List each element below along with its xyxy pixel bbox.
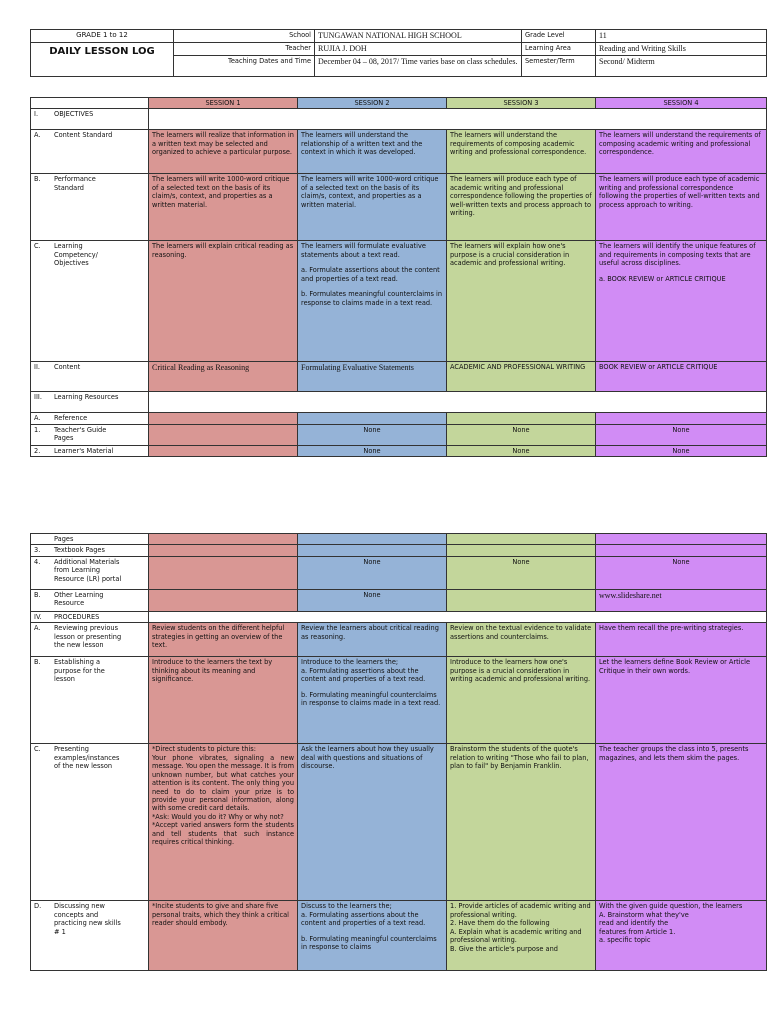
row-label: Learning Competency/ Objectives (54, 242, 98, 268)
performance-standard-s3: The learners will produce each type of academic writing and professional correspondence following the properties of well-written texts and process approach to writing. (447, 174, 596, 241)
session-1-header: SESSION 1 (149, 98, 298, 109)
row-label: PROCEDURES (54, 612, 100, 621)
reviewing-s4: Have them recall the pre-writing strategies. (596, 623, 767, 657)
presenting-label (31, 744, 149, 901)
reference-row (31, 413, 767, 424)
blank-cell (149, 109, 767, 130)
purpose-s2 (298, 657, 447, 744)
blank-cell (31, 98, 149, 109)
pages-s1 (149, 534, 298, 545)
content-label (31, 362, 149, 392)
resources-row (31, 392, 767, 413)
discussing-s4 (596, 901, 767, 971)
row-number: 4. (34, 557, 41, 566)
competency-s3: The learners will explain how one's purpose is a crucial consideration in academic and professional writing. (447, 241, 596, 362)
discussing-label (31, 901, 149, 971)
additional-s4: None (596, 556, 767, 589)
discussing-row (31, 901, 767, 971)
competency-row (31, 241, 767, 362)
row-number: 2. (34, 446, 41, 455)
row-label: Reference (54, 414, 88, 423)
presenting-s1 (149, 744, 298, 901)
content-standard-s4: The learners will understand the requirements of composing academic writing and professional correspondence. (596, 130, 767, 174)
reviewing-s3: Review on the textual evidence to validate assertions and counterclaims. (447, 623, 596, 657)
reference-s4 (596, 413, 767, 424)
content-standard-row (31, 130, 767, 174)
pages-label (31, 534, 149, 545)
reviewing-s1: Review students on the different helpful strategies in getting an overview of the text. (149, 623, 298, 657)
row-number: A. (34, 414, 41, 423)
other-s1 (149, 589, 298, 611)
session-2-header: SESSION 2 (298, 98, 447, 109)
other-s2: None (298, 589, 447, 611)
row-number: C. (34, 242, 41, 251)
competency-s4-intro: The learners will identify the unique features of and requirements in composing texts that are useful across disciplines. (599, 242, 756, 268)
procedures-label (31, 611, 149, 622)
content-standard-s1: The learners will realize that information in a written text may be selected and organized to achieve a particular purpose. (149, 130, 298, 174)
row-number: B. (34, 175, 41, 184)
reviewing-s2: Review the learners about critical reading as reasoning. (298, 623, 447, 657)
row-label: Reviewing previous lesson or presenting the new lesson (54, 624, 122, 650)
presenting-s4: The teacher groups the class into 5, presents magazines, and lets them skim the pages. (596, 744, 767, 901)
procedures-row (31, 611, 767, 622)
textbook-label (31, 545, 149, 556)
blank-cell (149, 611, 767, 622)
content-row (31, 362, 767, 392)
content-s1: Critical Reading as Reasoning (149, 362, 298, 392)
lesson-table-part-1 (30, 97, 767, 457)
competency-s2-item-a: a. Formulate assertions about the content and properties of a text read. (301, 266, 440, 283)
lesson-table-part-2 (30, 533, 767, 971)
content-s4: BOOK REVIEW or ARTICLE CRITIQUE (596, 362, 767, 392)
row-number: B. (34, 590, 41, 599)
row-number: A. (34, 131, 41, 140)
content-s2: Formulating Evaluative Statements (298, 362, 447, 392)
learners-material-s4: None (596, 445, 767, 456)
row-label: Performance Standard (54, 175, 96, 192)
performance-standard-row (31, 174, 767, 241)
purpose-s2-intro: Introduce to the learners the; a. Formulating assertions about the content and properties of a text read. (301, 658, 426, 684)
competency-s2 (298, 241, 447, 362)
purpose-row (31, 657, 767, 744)
row-label: Pages (54, 535, 74, 543)
grade-level-value: 11 (596, 30, 767, 43)
performance-standard-s2: The learners will write 1000-word critique of a selected text on the basis of its claim/s, context, and properties as a written material. (298, 174, 447, 241)
row-number: A. (34, 624, 41, 633)
learning-area-value: Reading and Writing Skills (596, 43, 767, 56)
other-s3 (447, 589, 596, 611)
additional-s3: None (447, 556, 596, 589)
blank-cell (149, 392, 767, 413)
discussing-s2-item-b: b. Formulating meaningful counterclaims in response to claims (301, 934, 437, 952)
reviewing-label (31, 623, 149, 657)
purpose-s2-item-b: b. Formulating meaningful counterclaims in response to claims made in a text read. (301, 690, 441, 708)
competency-s2-item-b: b. Formulates meaningful counterclaims in response to claims made in a text read. (301, 290, 443, 307)
teachers-guide-s1 (149, 424, 298, 445)
additional-s1 (149, 556, 298, 589)
learners-material-label (31, 445, 149, 456)
presenting-s2: Ask the learners about how they usually deal with questions and situations of discourse. (298, 744, 447, 901)
row-number: IV. (34, 612, 42, 621)
session-header-row (31, 98, 767, 109)
reference-s2 (298, 413, 447, 424)
competency-label (31, 241, 149, 362)
performance-standard-label (31, 174, 149, 241)
learning-area-label: Learning Area (522, 43, 596, 56)
presenting-s1-text: *Direct students to picture this: Your phone vibrates, signaling a new message. You open the message. It is from unknown number, but what catches your attention is its content. The only thing you need to do to claim your prize is to provide your personal information, along with some credit card details. *Ask: Would you do it? Why or why not? *Accept varied answers form the students and tell students that such instance requires critical thinking. (152, 745, 294, 847)
log-title: DAILY LESSON LOG (31, 43, 174, 77)
row-label: Content (54, 363, 81, 372)
row-number: III. (34, 393, 42, 402)
teachers-guide-row (31, 424, 767, 445)
semester-label: Semester/Term (522, 56, 596, 77)
session-4-header: SESSION 4 (596, 98, 767, 109)
performance-standard-s1: The learners will write 1000-word critique of a selected text on the basis of its claim/s, context, and properties as a written material. (149, 174, 298, 241)
textbook-s3 (447, 545, 596, 556)
competency-s2-intro: The learners will formulate evaluative statements about a text read. (301, 242, 426, 259)
pages-s3 (447, 534, 596, 545)
teacher-value: RUJIA J. DOH (315, 43, 522, 56)
row-label: Presenting examples/instances of the new lesson (54, 745, 120, 771)
teachers-guide-s3: None (447, 424, 596, 445)
purpose-s4: Let the learners define Book Review or Article Critique in their own words. (596, 657, 767, 744)
presenting-s3: Brainstorm the students of the quote's relation to writing "Those who fail to plan, plan to fail" by Benjamin Franklin. (447, 744, 596, 901)
row-label: Discussing new concepts and practicing new skills # 1 (54, 902, 121, 936)
row-label: Establishing a purpose for the lesson (54, 658, 105, 684)
textbook-s4 (596, 545, 767, 556)
objectives-label (31, 109, 149, 130)
additional-materials-label (31, 556, 149, 589)
competency-s4-item-a: a. BOOK REVIEW or ARTICLE CRITIQUE (599, 274, 726, 283)
row-number: D. (34, 902, 42, 911)
row-label: Other Learning Resource (54, 590, 104, 608)
teachers-guide-s2: None (298, 424, 447, 445)
other-resources-row (31, 589, 767, 611)
discussing-s2 (298, 901, 447, 971)
discussing-s3-text: 1. Provide articles of academic writing and professional writing. 2. Have them do the following A. Explain what is academic writing and professional writing. B. Give the article's purpose and (450, 902, 591, 953)
resources-label (31, 392, 149, 413)
purpose-s3: Introduce to the learners how one's purpose is a crucial consideration in writing academic and professional writing. (447, 657, 596, 744)
discussing-s2-intro: Discuss to the learners the; a. Formulating assertions about the content and properties of a text read. (301, 902, 426, 928)
teachers-guide-s4: None (596, 424, 767, 445)
pages-row (31, 534, 767, 545)
textbook-s2 (298, 545, 447, 556)
semester-value: Second/ Midterm (596, 56, 767, 77)
row-number: B. (34, 658, 41, 667)
additional-s2: None (298, 556, 447, 589)
row-label: Content Standard (54, 131, 113, 140)
performance-standard-s4: The learners will produce each type of academic writing and professional correspondence following the properties of well-written texts and process approach to writing. (596, 174, 767, 241)
dates-label: Teaching Dates and Time (174, 56, 315, 77)
row-number: II. (34, 363, 40, 372)
grade-level-label: Grade Level (522, 30, 596, 43)
school-value: TUNGAWAN NATIONAL HIGH SCHOOL (315, 30, 522, 43)
learners-material-row (31, 445, 767, 456)
header-table (30, 29, 767, 77)
presenting-row (31, 744, 767, 901)
other-s4[interactable]: www.slideshare.net (596, 589, 767, 611)
row-number: I. (34, 110, 39, 119)
content-standard-label (31, 130, 149, 174)
content-s3: ACADEMIC AND PROFESSIONAL WRITING (447, 362, 596, 392)
content-standard-s2: The learners will understand the relationship of a written text and the context in which it was developed. (298, 130, 447, 174)
reference-s1 (149, 413, 298, 424)
additional-materials-row (31, 556, 767, 589)
purpose-label (31, 657, 149, 744)
competency-s1: The learners will explain critical reading as reasoning. (149, 241, 298, 362)
objectives-row (31, 109, 767, 130)
textbook-row (31, 545, 767, 556)
row-label: Learner's Material (54, 446, 114, 455)
discussing-s3 (447, 901, 596, 971)
pages-s2 (298, 534, 447, 545)
purpose-s1: Introduce to the learners the text by thinking about its meaning and significance. (149, 657, 298, 744)
row-label: OBJECTIVES (54, 110, 94, 119)
discussing-s1: *Incite students to give and share five personal traits, which they think a critical reader should embody. (149, 901, 298, 971)
textbook-s1 (149, 545, 298, 556)
teachers-guide-label (31, 424, 149, 445)
reference-s3 (447, 413, 596, 424)
learners-material-s2: None (298, 445, 447, 456)
competency-s4 (596, 241, 767, 362)
grade-label: GRADE 1 to 12 (31, 30, 174, 43)
learners-material-s1 (149, 445, 298, 456)
reference-label (31, 413, 149, 424)
other-resources-label (31, 589, 149, 611)
teacher-label: Teacher (174, 43, 315, 56)
dates-value: December 04 – 08, 2017/ Time varies base on class schedules. (315, 56, 522, 77)
row-number: 3. (34, 546, 41, 555)
row-number: 1. (34, 425, 41, 434)
content-standard-s3: The learners will understand the requirements of composing academic writing and professional correspondence. (447, 130, 596, 174)
school-label: School (174, 30, 315, 43)
session-3-header: SESSION 3 (447, 98, 596, 109)
learners-material-s3: None (447, 445, 596, 456)
discussing-s4-text: With the given guide question, the learners A. Brainstorm what they've read and identify the features from Article 1. a. specific topic (599, 902, 743, 945)
row-number: C. (34, 745, 41, 754)
row-label: Learning Resources (54, 393, 119, 402)
row-label: Teacher's Guide Pages (54, 425, 107, 443)
reviewing-row (31, 623, 767, 657)
row-label: Additional Materials from Learning Resource (LR) portal (54, 557, 122, 583)
row-label: Textbook Pages (54, 546, 105, 555)
pages-s4 (596, 534, 767, 545)
